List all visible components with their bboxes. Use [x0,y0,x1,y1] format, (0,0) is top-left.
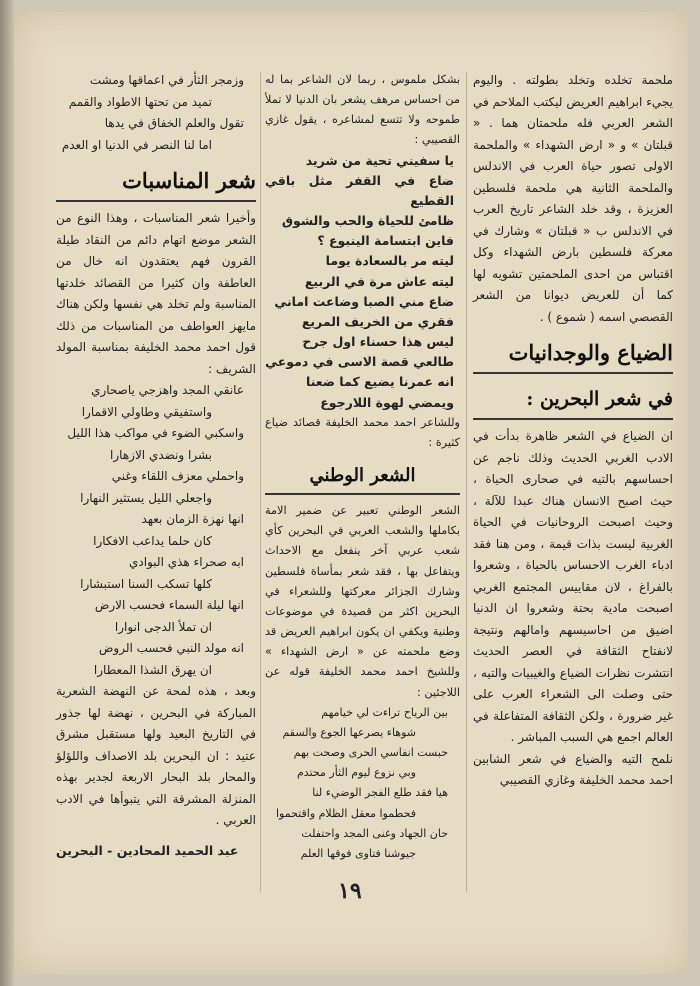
poem-line: بشرا ونضدي الازهارا [110,447,212,462]
poem-line: يا سفيني تحية من شريد [305,152,454,168]
section-heading-loss: الضياع والوجدانيات [473,338,673,374]
poem-line: واجعلي الليل يستثير النهارا [80,490,212,505]
paragraph: وللشاعر احمد محمد الخليفة قصائد ضياع كثيرة : [265,415,460,449]
column-divider [466,72,467,892]
poem-line: هيا فقد طلع الفجر الوضيء لنا [312,786,448,800]
poem-line: تميد من تحتها الاطواد والقمم [68,94,212,109]
poem-line: ضاع مني الصبا وضاعت اماني [274,293,454,309]
poem-line: شوهاء يصرعها الجوع والسقم [282,725,416,739]
poem-line: بين الرياح تراءت لي خيامهم [321,705,448,719]
poem-line: عانقي المجد واهزجي ياصحاري [91,383,244,397]
poem-line: واسكبي الضوء في مواكب هذا الليل [67,426,244,440]
paragraph: وأخيرا شعر المناسبات ، وهذا النوع من الشعر موضع اتهام دائم من النقاد طيلة القرون فهم يعتقدون انه خال من العاطفة وان كثيرا من القصائد خلدتها المناسبة ولم تخلد هي نفسها ولكن هناك مايهز العواطف من المناسبات من ذلك قول احمد محمد الخليفة بمناسبة المولد الشريف : [56,211,256,376]
poem-line: ابه صحراء هذي البوادي [129,555,244,569]
poem-line: انه عمرنا يضيع كما ضعنا [306,374,454,390]
poem-revenge [56,70,256,156]
poem-line: ليته عاش مرة في الربيع [304,273,454,289]
poem-line: ليس هذا حسناء اول جرح [302,334,454,350]
column-right [473,70,673,792]
poem-line: ليته مر بالسعادة يوما [325,253,454,269]
poem-line: كان حلما يداعب الافكارا [93,533,212,548]
poem-line: ظامئ للحياة والحب والشوق [281,213,454,229]
column-middle [265,70,460,864]
section-heading-occasions: شعر المناسبات [56,166,256,202]
poem-line: فحطموا معقل الظلام واقتحموا [275,806,416,820]
poem-line: ان يهرق الشذا المعطارا [93,662,212,677]
poem-line: وزمجر الثأر في اعماقها ومشت [89,73,244,87]
poem-line: حان الجهاد وغنى المجد واحتفلت [301,826,448,840]
section-subheading-bahrain: في شعر البحرين : [473,384,673,420]
poem-line: وبي نزوع ليوم الثأر محتدم [297,766,416,780]
poem-qusaibi [265,151,460,413]
poem-line: ان تملأ الدجى انوارا [114,619,212,634]
poem-line: كلها تسكب السنا استبشارا [80,576,212,591]
poem-refugees [265,703,460,864]
page-edge-shadow [0,0,14,986]
poem-line: واحملي معزف اللقاء وغني [111,469,244,483]
paragraph: بشكل ملموس ، ربما لان الشاعر بما له من احساس مرهف يشعر بان الدنيا لا تملأ طموحه ولا تتسع لمشاعره ، يقول غازي القصيبي : [265,73,460,147]
poem-line: جيوشنا فتاوى فوقها العلم [300,846,416,860]
poem-line: ضاع في القفر مثل باقي القطيع [265,172,454,208]
paragraph: ملحمة تخلده وتخلد بطولته . واليوم يجيء ابراهيم العريض ليكتب الملاحم في الشعر العربي فله ملحمتان هما . « قبلتان » و « ارض الشهداء » والملحمة الاولى تصور حياة العرب في الاندلس والملحمة الثانية هي ملحمة فلسطين العزيزة ، وقد خلد الشاعر تاريخ العرب في الاندلس ب « قبلتان » وشارك في معركة فلسطين بارض الشهداء وكل اقتباس من احدى الملحمتين تشويه لها كما أن للعريض ديوانا من الشعر القصصي اسمه ( شموع ) . [473,73,673,324]
section-heading-national: الشعر الوطني [265,463,460,495]
paragraph: نلمح التيه والضياع في شعر الشابين احمد محمد الخليفة وغازي القصيبي [473,751,673,787]
poem-line: حبست انفاسي الحرى وصحت بهم [293,746,448,760]
author-signature: عبد الحميد المحادين - البحرين [56,842,239,858]
poem-line: واستفيقي وطاولي الاقمارا [81,404,212,419]
poem-line: ويمضي لهوة اللارجوع [320,394,454,410]
paragraph: الشعر الوطني تعبير عن ضمير الامة بكاملها والشعب العربي في البحرين كأي شعب عربي آخر ينفعل مع الاحداث ويتفاعل بها ، فقد شعر بمأساة فلسطين وشارك الجزائر معركتها وللشعراء في البحرين اكثر من قصيدة في موضوعات وطنية ويكفي ان يكون ابراهيم العريض قد وضع ملحمته عن « ارض الشهداء » وللشيخ احمد محمد الخليفة قوله عن اللاجئين : [265,504,460,699]
page-number: ١٩ [338,878,362,904]
poem-line: اما لنا النصر في الدنيا او العدم [61,137,212,152]
poem-line: تقول والعلم الخفاق في يدها [104,116,244,130]
column-left [56,70,256,861]
poem-line: طالعي قصة الاسى في دموعي [265,354,454,370]
paragraph: ان الضياع في الشعر ظاهرة بدأت في الادب الغربي الحديث وذلك ناجم عن احساسهم بالتيه في صحارى الحياة ، حيث اصبح الانسان هناك عبدا للآلة ، وحيث اصبحت الروحانيات في الحياة الغربية ليست بذات قيمة ، ومن هنا فقد ادباء الغرب الاحساس بالحياة ، وشعروا بالفراغ ، لان مقاييس المجتمع الغربي اصبحت مادية بحتة وشعروا ان الدنيا اضيق من احاسيسهم وامالهم ونتيجة لانفتاح الثقافة في العصر الحديث انتشرت نظرات الضياع والغيبيات والتيه ، حتى وصلت الى الشعراء العرب على غير ضرورة ، ولكن الثقافة المتفاعلة في العالم اجمع هي السبب المباشر . [473,429,673,744]
column-divider [260,72,261,892]
poem-line: فاين ابتسامة الينبوع ؟ [317,233,454,249]
poem-mawlid [56,380,256,681]
paragraph: وبعد ، هذه لمحة عن النهضة الشعرية المباركة في البحرين ، نهضة لها جذور في التاريخ البعيد ولها مستقبل مشرق عتيد : ان البحرين بلد الاصداف واللؤلؤ والمحار بلد البحار الاربعة لجدير بهذه المنزلة المشرقة التي يتبوأها في الادب العربي . [56,684,256,827]
poem-line: انها نهزة الزمان بعهد [141,512,244,526]
poem-line: انها ليلة السماء فحسب الارض [94,598,244,612]
poem-line: فقري من الخريف المريع [301,313,454,329]
poem-line: انه مولد النبي فحسب الروض [98,641,244,655]
